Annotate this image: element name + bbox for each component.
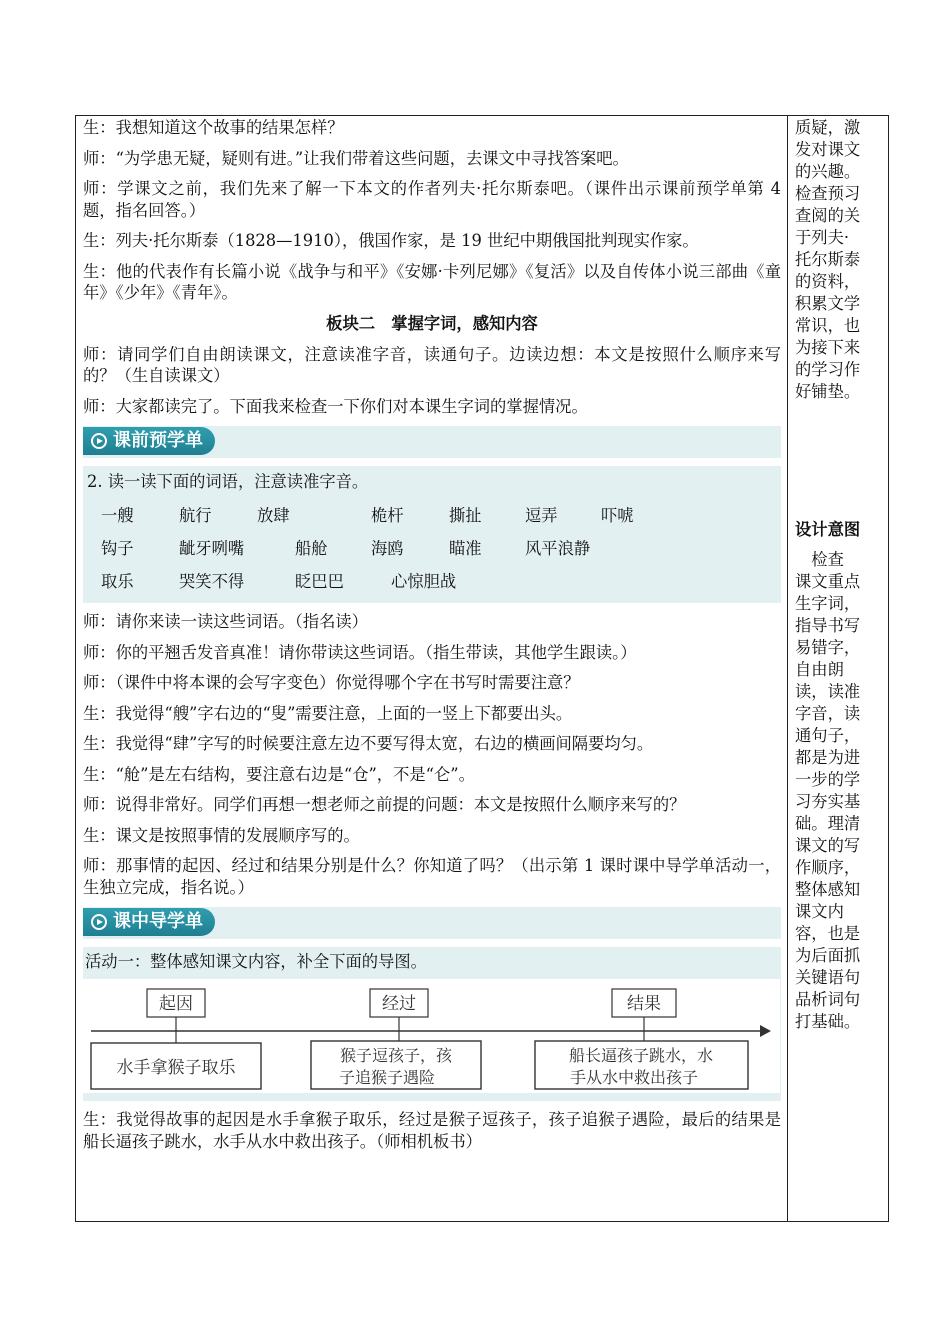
note-line: 质疑，激 [795,118,861,137]
main-column [83,117,781,1161]
cause-label: 起因 [159,994,193,1014]
note-line: 检查预习 [795,184,861,203]
note-line: 自由朗 [795,660,844,679]
note-line: 整体感知 [795,880,861,899]
note-line: 课文重点 [795,572,861,591]
dialogue-line: 师：“为学患无疑，疑则有进。”让我们带着这些问题，去课文中寻找答案吧。 [83,148,629,168]
activity-box [83,947,781,1101]
note-line: 字音，读 [795,704,861,723]
process-label: 经过 [382,994,416,1014]
vocab-word: 船舱 [295,539,328,558]
in-class-banner [83,907,781,939]
vocabulary-box [83,466,781,603]
dialogue-line: 师：那事情的起因、经过和结果分别是什么？你知道了吗？（出示第 1 课时课中导学单活动一，生独立完成，指名说。） [83,856,781,897]
dialogue-line: 师：请你来读一读这些词语。（指名读） [83,612,368,631]
design-notes-column [795,117,877,1033]
note-line: 习夯实基 [795,792,861,811]
note-line: 品析词句 [795,990,861,1009]
vocab-word: 海鸥 [371,539,404,558]
dialogue-line: 生：我想知道这个故事的结果怎样？ [83,118,344,137]
vocabulary-row [87,533,777,566]
note-line: 指导书写 [795,616,861,635]
vocab-word: 心惊胆战 [391,572,457,591]
note-line: 的学习作 [795,360,861,379]
note-line: 打基础。 [795,1012,861,1031]
banner-label: 课前预学单 [113,430,203,451]
process-text-line: 子追猴子遇险 [338,1068,436,1087]
design-note-bottom [795,549,877,1033]
dialogue-line: 生：课文是按照事情的发展顺序写的。 [83,825,360,845]
vocab-word: 逗弄 [525,506,558,525]
note-line: 于列夫· [795,228,850,247]
note-line: 都是为进 [795,748,861,767]
dialogue-line: 生：列夫·托尔斯泰（1828—1910），俄国作家，是 19 世纪中期俄国批判现实作家。 [83,231,699,250]
note-line: 读，读准 [795,682,861,701]
note-line: 生字词， [795,594,861,613]
vocab-word: 航行 [179,506,212,525]
vocab-word: 龇牙咧嘴 [179,539,245,558]
note-line: 好铺垫。 [795,382,861,401]
pre-study-banner [83,426,781,458]
note-line: 础。理清 [795,814,861,833]
note-line: 课文的写 [795,836,861,855]
play-circle-icon [91,433,107,449]
vocab-word: 瞄准 [449,539,482,558]
note-line: 为接下来 [795,338,861,357]
dialogue-block-vocab [83,611,781,898]
dialogue-line: 师：你的平翘舌发音真准！请你带读这些词语。（指生带读，其他学生跟读。） [83,642,637,662]
note-line: 作顺序， [795,858,861,877]
play-circle-icon [91,914,107,930]
note-line: 积累文学 [795,294,861,313]
note-line: 通句子， [795,726,861,745]
vocabulary-row [87,566,777,599]
vocab-word: 吓唬 [601,506,634,525]
note-line: 一步的学 [795,770,861,789]
note-line: 为后面抓 [795,946,861,965]
vocab-word: 放肆 [257,506,290,525]
column-divider [787,115,788,1222]
vocab-word: 哭笑不得 [179,572,245,591]
dialogue-line: 生：他的代表作有长篇小说《战争与和平》《安娜·卡列尼娜》《复活》以及自传体小说三部曲《童年》《少年》《青年》。 [83,261,781,302]
note-line: 课文内 [795,902,844,921]
activity-instruction: 活动一：整体感知课文内容，补全下面的导图。 [85,952,427,971]
note-line: 查阅的关 [795,206,861,225]
note-line: 容，也是 [795,924,861,943]
note-line: 关键语句 [795,968,861,987]
vocab-word: 眨巴巴 [295,572,344,591]
banner-label: 课中导学单 [113,911,203,932]
design-intent-heading: 设计意图 [795,520,861,539]
note-line: 检查 [795,550,844,569]
dialogue-line: 生：我觉得“艘”字右边的“叟”需要注意，上面的一竖上下都要出头。 [83,703,573,723]
dialogue-block-top [83,117,781,304]
dialogue-line: 师：请同学们自由朗读课文，注意读准字音，读通句子。边读边想：本文是按照什么顺序来写的？（生自读课文） [83,344,781,385]
vocabulary-row [87,500,777,533]
dialogue-line: 师：说得非常好。同学们再想一想老师之前提的问题：本文是按照什么顺序来写的？ [83,795,686,814]
result-text-line: 船长逼孩子跳水，水 [568,1046,714,1065]
result-label: 结果 [627,994,661,1014]
note-line: 易错字， [795,638,861,657]
vocab-word: 钩子 [101,539,134,558]
process-text-line: 猴子逗孩子，孩 [339,1046,453,1065]
result-text-line: 手从水中救出孩子 [569,1068,699,1087]
dialogue-line: 师：（课件中将本课的会写字变色）你觉得哪个字在书写时需要注意？ [83,673,580,692]
vocab-word: 风平浪静 [525,539,591,558]
vocab-word: 撕扯 [449,506,482,525]
dialogue-line: 师：大家都读完了。下面我来检查一下你们对本课生字词的掌握情况。 [83,396,588,416]
cause-text: 水手拿猴子取乐 [116,1058,236,1078]
vocab-word: 取乐 [101,572,134,591]
dialogue-line: 师：学课文之前，我们先来了解一下本文的作者列夫·托尔斯泰吧。（课件出示课前预学单第 4 题，指名回答。） [83,179,781,220]
vocab-word: 一艘 [101,506,134,525]
note-line: 发对课文 [795,140,861,159]
vocabulary-instruction: 2. 读一读下面的词语，注意读准字音。 [87,472,369,491]
note-line: 的资料， [795,272,861,291]
section-title: 板块二 掌握字词，感知内容 [326,313,538,333]
note-line: 托尔斯泰 [795,250,861,269]
story-mind-map [83,979,780,1093]
design-note-top [795,117,877,403]
dialogue-line: 生：“舱”是左右结构，要注意右边是“仓”，不是“仑”。 [83,764,475,784]
note-line: 的兴趣。 [795,162,861,181]
note-line: 常识，也 [795,316,861,335]
dialogue-line: 生：我觉得故事的起因是水手拿猴子取乐，经过是猴子逗孩子，孩子追猴子遇险，最后的结果是船长逼孩子跳水，水手从水中救出孩子。（师相机板书） [83,1110,781,1151]
vocab-word: 桅杆 [371,506,404,525]
dialogue-line: 生：我觉得“肆”字写的时候要注意左边不要写得太宽，右边的横画间隔要均匀。 [83,734,654,753]
